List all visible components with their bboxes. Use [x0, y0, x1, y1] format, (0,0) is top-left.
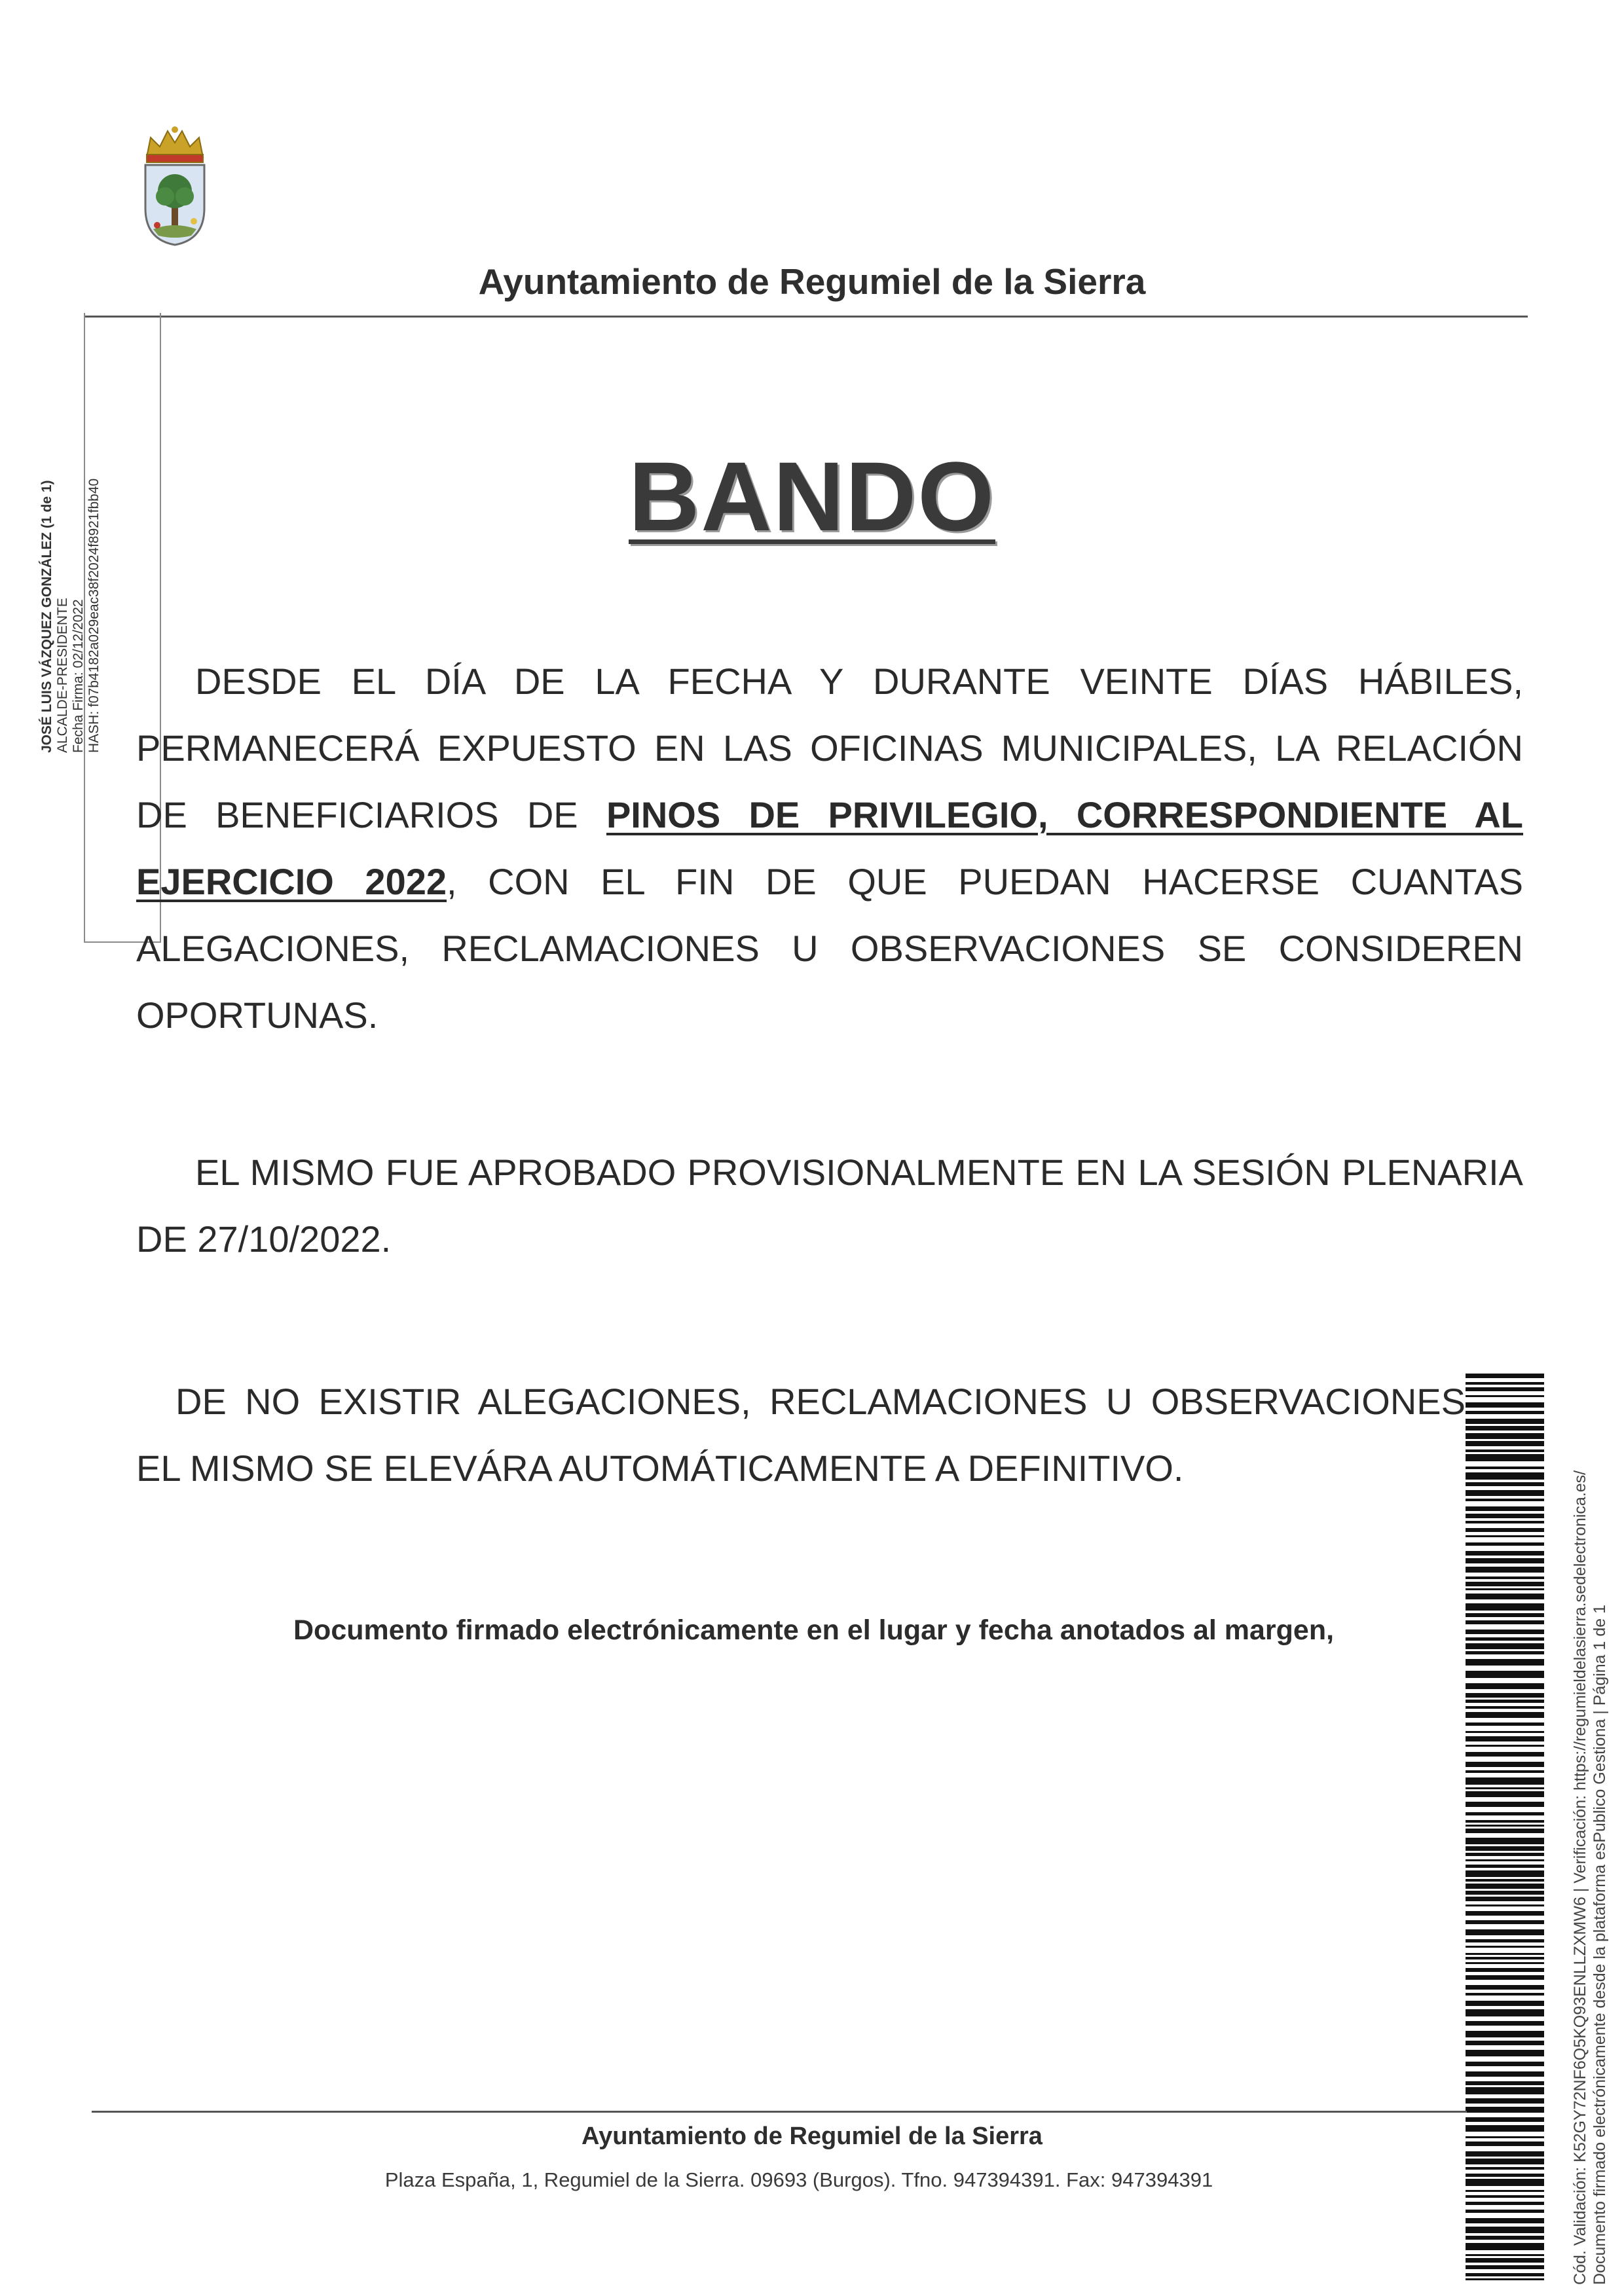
barcode-bar — [1466, 1879, 1544, 1882]
barcode-bar — [1466, 1700, 1544, 1703]
barcode-bar — [1466, 1722, 1544, 1726]
barcode-bar — [1466, 1514, 1544, 1518]
barcode-bar — [1466, 1576, 1544, 1579]
barcode-bar — [1466, 1904, 1544, 1906]
footer-address: Plaza España, 1, Regumiel de la Sierra. 09693 (Burgos). Tfno. 947394391. Fax: 947394391 — [384, 2168, 1213, 2191]
barcode-bar — [1466, 2062, 1544, 2066]
barcode-bar — [1466, 1787, 1544, 1789]
barcode-bar — [1466, 1651, 1544, 1654]
barcode-bar — [1466, 2107, 1544, 2113]
barcode-bar — [1466, 1736, 1544, 1741]
barcode-bar — [1466, 1382, 1544, 1385]
barcode-bar — [1466, 1567, 1544, 1573]
barcode-bar — [1466, 1506, 1544, 1511]
barcode-bar — [1466, 1853, 1544, 1856]
barcode-bar — [1466, 1419, 1544, 1424]
barcode-bar — [1466, 2071, 1544, 2077]
barcode-bar — [1466, 2278, 1544, 2280]
barcode-bar — [1466, 1812, 1544, 1815]
barcode-bar — [1466, 1777, 1544, 1785]
stamp-signer: JOSÉ LUIS VÁZQUEZ GONZÁLEZ (1 de 1) — [39, 480, 54, 753]
barcode-bar — [1466, 2243, 1544, 2250]
paragraph-1-text-before: DESDE EL DÍA DE LA FECHA Y DURANTE VEINTE DÍAS HÁBILES, PERMANECERÁ EXPUESTO EN LAS OFICINAS MUNICIPALES, LA RELACIÓN DE BENEFICIARIOS DE — [136, 661, 1523, 835]
barcode-bar — [1466, 1374, 1544, 1378]
barcode-bar — [1466, 1770, 1544, 1773]
document-title: BANDO — [629, 441, 995, 551]
barcode-bar — [1466, 2210, 1544, 2213]
barcode-bar — [1466, 2021, 1544, 2026]
barcode-bar — [1466, 1499, 1544, 1501]
barcode-bar — [1466, 1929, 1544, 1935]
barcode-bar — [1466, 1731, 1544, 1733]
barcode-bar — [1466, 1395, 1544, 1397]
barcode-bar — [1466, 1558, 1544, 1563]
footer-institution-name: Ayuntamiento de Regumiel de la Sierra — [581, 2123, 1043, 2150]
barcode-bar — [1466, 1603, 1544, 1611]
verification-platform-line: Documento firmado electrónicamente desde la plataforma esPublico Gestiona | Página 1 de 1 — [1591, 1604, 1609, 2285]
barcode-bar — [1466, 1582, 1544, 1586]
coat-of-arms-logo — [139, 123, 211, 247]
barcode-bar — [1466, 2081, 1544, 2085]
barcode-bar — [1466, 1542, 1544, 1546]
barcode-bar — [1466, 2117, 1544, 2122]
barcode-bar — [1466, 1671, 1544, 1678]
barcode-bar — [1466, 1594, 1544, 1599]
barcode-bar — [1466, 1838, 1544, 1844]
electronic-signature-note: Documento firmado electrónicamente en el lugar y fecha anotados al margen, — [293, 1614, 1335, 1646]
barcode-bar — [1466, 1441, 1544, 1446]
barcode-bar — [1466, 1993, 1544, 1995]
barcode-bar — [1466, 2041, 1544, 2045]
barcode-bar — [1466, 1411, 1544, 1414]
barcode-bar — [1466, 1535, 1544, 1537]
body-paragraph-1 — [136, 648, 1523, 1049]
barcode-bar — [1466, 1521, 1544, 1523]
barcode-bar — [1466, 1859, 1544, 1861]
barcode-bar — [1466, 1752, 1544, 1757]
barcode-bar — [1466, 1551, 1544, 1556]
barcode-bar — [1466, 1643, 1544, 1649]
barcode-bar — [1466, 2098, 1544, 2104]
barcode-bar — [1466, 2195, 1544, 2198]
body-paragraph-3: DE NO EXISTIR ALEGACIONES, RECLAMACIONES U OBSERVACIONES EL MISMO SE ELEVÁRA AUTOMÁTICAMENTE A DEFINITIVO. — [136, 1381, 1466, 1489]
barcode-bar — [1466, 1791, 1544, 1797]
barcode-bar — [1466, 1683, 1544, 1689]
barcode-bar — [1466, 1482, 1544, 1486]
barcode-bar — [1466, 1588, 1544, 1590]
barcode-bar — [1466, 1402, 1544, 1408]
barcode-bar — [1466, 1528, 1544, 1532]
barcode-bar — [1466, 1820, 1544, 1823]
barcode-bar — [1466, 1467, 1544, 1469]
barcode-bar — [1466, 2202, 1544, 2205]
barcode-bar — [1466, 2087, 1544, 2094]
stamp-date: Fecha Firma: 02/12/2022 — [71, 599, 86, 753]
barcode-bar — [1466, 1706, 1544, 1709]
paragraph-1-highlight: PINOS DE PRIVILEGIO, CORRESPONDIENTE AL EJERCICIO 2022 — [136, 794, 1523, 902]
barcode-bar — [1466, 1911, 1544, 1916]
stamp-hash: HASH: f07b4182a029eac38f2024f8921fbb40 — [86, 478, 101, 753]
barcode-bar — [1466, 2254, 1544, 2256]
barcode-bar — [1466, 1946, 1544, 1948]
barcode-bar — [1466, 2236, 1544, 2240]
barcode-bar — [1466, 2009, 1544, 2016]
barcode-bar — [1466, 1865, 1544, 1868]
barcode-bar — [1466, 1613, 1544, 1617]
barcode-bar — [1466, 1953, 1544, 1955]
barcode-bar — [1466, 2050, 1544, 2056]
barcode-bar — [1466, 1802, 1544, 1807]
barcode-bar — [1466, 1975, 1544, 1980]
barcode-bar — [1466, 2001, 1544, 2006]
signature-stamp — [39, 360, 102, 753]
barcode-bar — [1466, 1745, 1544, 1747]
barcode-bar — [1466, 1637, 1544, 1641]
barcode-bar — [1466, 2227, 1544, 2233]
barcode-bar — [1466, 1825, 1544, 1827]
barcode-bar — [1466, 1693, 1544, 1698]
barcode-bar — [1466, 2258, 1544, 2263]
header-divider — [84, 316, 1528, 318]
barcode-bar — [1466, 1968, 1544, 1972]
barcode-bar — [1466, 1870, 1544, 1877]
barcode-bar — [1466, 2265, 1544, 2269]
barcode-bar — [1466, 1962, 1544, 1964]
barcode-bar — [1466, 1490, 1544, 1496]
barcode-bar — [1466, 1712, 1544, 1718]
barcode-bar — [1466, 1472, 1544, 1480]
barcode-bar — [1466, 1449, 1544, 1452]
barcode-bar — [1466, 2273, 1544, 2276]
barcode-bar — [1466, 1426, 1544, 1430]
paragraph-1-text-after: , CON EL FIN DE QUE PUEDAN HACERSE CUANTAS ALEGACIONES, RECLAMACIONES U OBSERVACIONES SE CONSIDEREN OPORTUNAS. — [136, 861, 1524, 1036]
barcode-bar — [1466, 1659, 1544, 1666]
barcode-bar — [1466, 2218, 1544, 2223]
header-institution-name: Ayuntamiento de Regumiel de la Sierra — [478, 261, 1146, 302]
barcode-bar — [1466, 1630, 1544, 1634]
barcode-bar — [1466, 1985, 1544, 1990]
barcode-bar — [1466, 1920, 1544, 1924]
barcode-bar — [1466, 2151, 1544, 2157]
barcode-bar — [1466, 1620, 1544, 1624]
barcode-bar — [1466, 1387, 1544, 1391]
body-paragraph-2: EL MISMO FUE APROBADO PROVISIONALMENTE EN LA SESIÓN PLENARIA DE 27/10/2022. — [136, 1152, 1523, 1260]
barcode-bar — [1466, 1884, 1544, 1889]
barcode-bar — [1466, 1957, 1544, 1959]
barcode-bar — [1466, 1897, 1544, 1901]
verification-code-line: Cód. Validación: K52GY72NF6Q5KQ93ENLLZXMW6 | Verificación: https://regumieldelasierra.sedelectronica.es/ — [1571, 1470, 1589, 2285]
footer-divider — [92, 2111, 1467, 2113]
barcode-bar — [1466, 1829, 1544, 1833]
barcode-bar — [1466, 1846, 1544, 1851]
barcode-bar — [1466, 1891, 1544, 1895]
barcode-bar — [1466, 1939, 1544, 1942]
barcode-bar — [1466, 1454, 1544, 1461]
barcode-bar — [1466, 1762, 1544, 1767]
barcode-bar — [1466, 1433, 1544, 1439]
barcode-bar — [1466, 2159, 1544, 2164]
barcode-bar — [1466, 2031, 1544, 2037]
stamp-role: ALCALDE-PRESIDENTE — [55, 598, 70, 753]
